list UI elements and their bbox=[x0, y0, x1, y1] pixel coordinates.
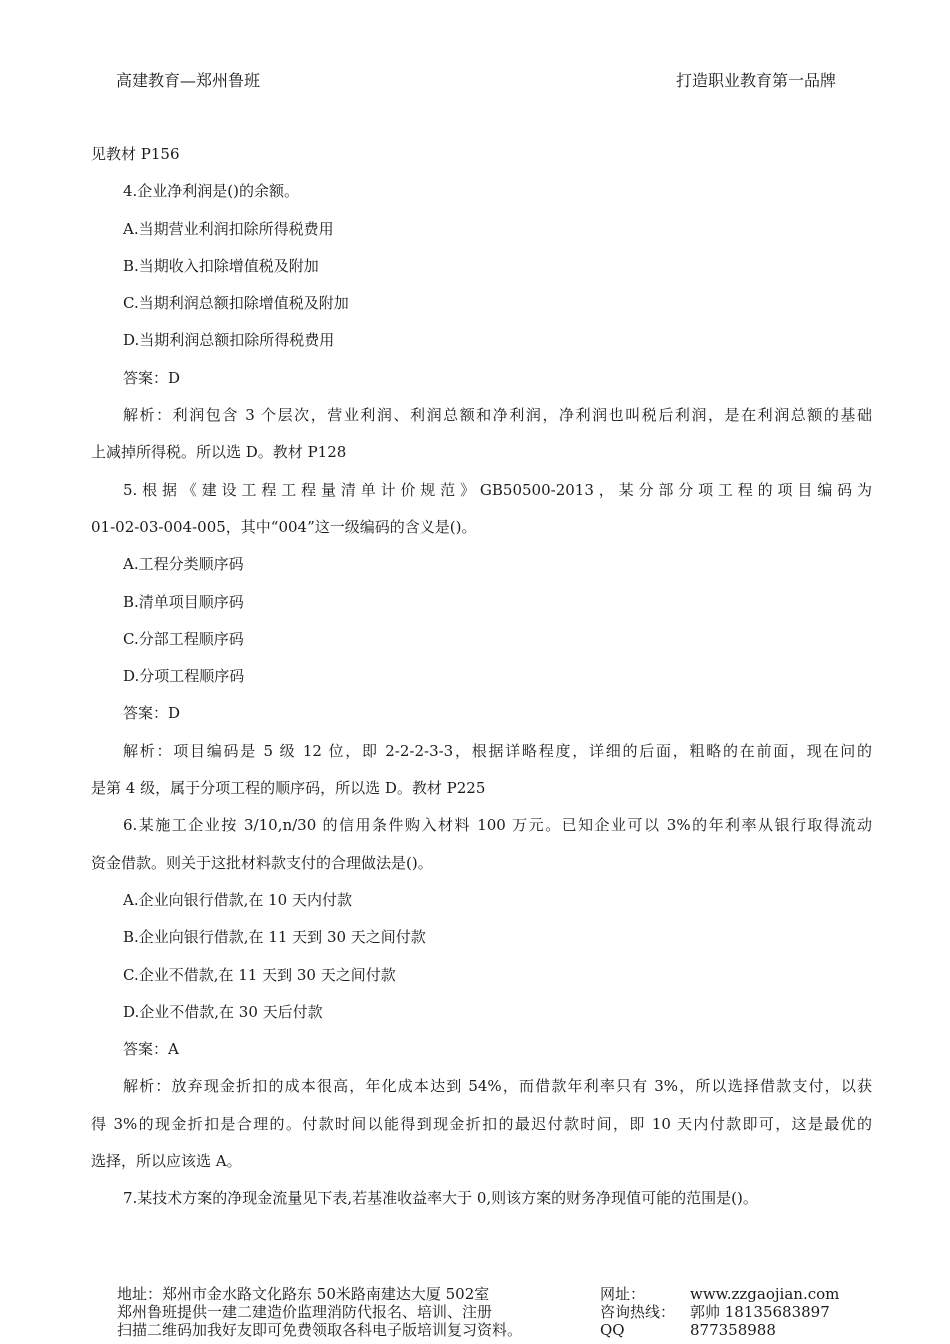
option-c: C.当期利润总额扣除增值税及附加 bbox=[123, 294, 349, 313]
question-6-cont: 资金借款。则关于这批材料款支付的合理做法是()。 bbox=[91, 853, 433, 872]
header-left: 高建教育—郑州鲁班 bbox=[116, 71, 261, 90]
question-7: 7.某技术方案的净现金流量见下表,若基准收益率大于 0,则该方案的财务净现值可能的范围是()。 bbox=[123, 1189, 758, 1208]
document-body bbox=[91, 136, 872, 1218]
question-4: 4.企业净利润是()的余额。 bbox=[123, 182, 300, 201]
answer: 答案：D bbox=[123, 368, 181, 387]
answer: 答案：A bbox=[123, 1040, 179, 1059]
footer-website-label: 网址： bbox=[600, 1285, 646, 1303]
option-b: B.当期收入扣除增值税及附加 bbox=[123, 256, 319, 275]
explanation-cont: 得 3%的现金折扣是合理的。付款时间以能得到现金折扣的最迟付款时间，即 10 天内付款即可，这是最优的 bbox=[91, 1114, 872, 1133]
option-d: D.企业不借款,在 30 天后付款 bbox=[123, 1002, 323, 1021]
question-5: 5.根据《建设工程工程量清单计价规范》GB50500-2013，某分部分项工程的项目编码为 bbox=[123, 480, 872, 499]
option-a: A.工程分类顺序码 bbox=[123, 555, 244, 574]
footer-hotline-label: 咨询热线： bbox=[600, 1303, 676, 1321]
answer: 答案：D bbox=[123, 704, 181, 723]
footer-qr-note: 扫描二维码加我好友即可免费领取各科电子版培训复习资料。 bbox=[117, 1321, 523, 1339]
footer-services: 郑州鲁班提供一建二建造价监理消防代报名、培训、注册 bbox=[117, 1303, 493, 1321]
explanation-cont: 是第 4 级，属于分项工程的顺序码，所以选 D。教材 P225 bbox=[91, 779, 486, 798]
option-a: A.企业向银行借款,在 10 天内付款 bbox=[123, 890, 352, 909]
explanation: 解析：项目编码是 5 级 12 位，即 2-2-2-3-3，根据详略程度，详细的后面，粗略的在前面，现在问的 bbox=[123, 741, 872, 760]
explanation-end: 选择，所以应该选 A。 bbox=[91, 1152, 242, 1171]
option-a: A.当期营业利润扣除所得税费用 bbox=[123, 219, 334, 238]
option-b: B.清单项目顺序码 bbox=[123, 592, 244, 611]
option-d: D.当期利润总额扣除所得税费用 bbox=[123, 331, 335, 350]
footer-hotline: 郭帅 18135683897 bbox=[690, 1303, 830, 1321]
explanation-cont: 上减掉所得税。所以选 D。教材 P128 bbox=[91, 443, 347, 462]
footer-address: 地址：郑州市金水路文化路东 50米路南建达大厦 502室 bbox=[117, 1285, 490, 1303]
text-line: 见教材 P156 bbox=[91, 145, 180, 163]
explanation: 解析：利润包含 3 个层次，营业利润、利润总额和净利润，净利润也叫税后利润，是在利润总额的基础 bbox=[123, 406, 872, 425]
option-c: C.分部工程顺序码 bbox=[123, 629, 244, 648]
footer-qq: 877358988 bbox=[690, 1321, 776, 1339]
header-right: 打造职业教育第一品牌 bbox=[675, 71, 836, 90]
question-6: 6.某施工企业按 3/10,n/30 的信用条件购入材料 100 万元。已知企业可以 3%的年利率从银行取得流动 bbox=[123, 816, 872, 835]
explanation: 解析：放弃现金折扣的成本很高，年化成本达到 54%，而借款年利率只有 3%，所以选择借款支付，以获 bbox=[123, 1077, 872, 1096]
option-c: C.企业不借款,在 11 天到 30 天之间付款 bbox=[123, 965, 396, 984]
option-b: B.企业向银行借款,在 11 天到 30 天之间付款 bbox=[123, 928, 426, 947]
footer-website: www.zzgaojian.com bbox=[690, 1285, 840, 1303]
option-d: D.分项工程顺序码 bbox=[123, 667, 245, 686]
question-5-cont: 01-02-03-004-005，其中“004”这一级编码的含义是()。 bbox=[91, 517, 477, 536]
footer-qq-label: QQ bbox=[600, 1321, 625, 1339]
